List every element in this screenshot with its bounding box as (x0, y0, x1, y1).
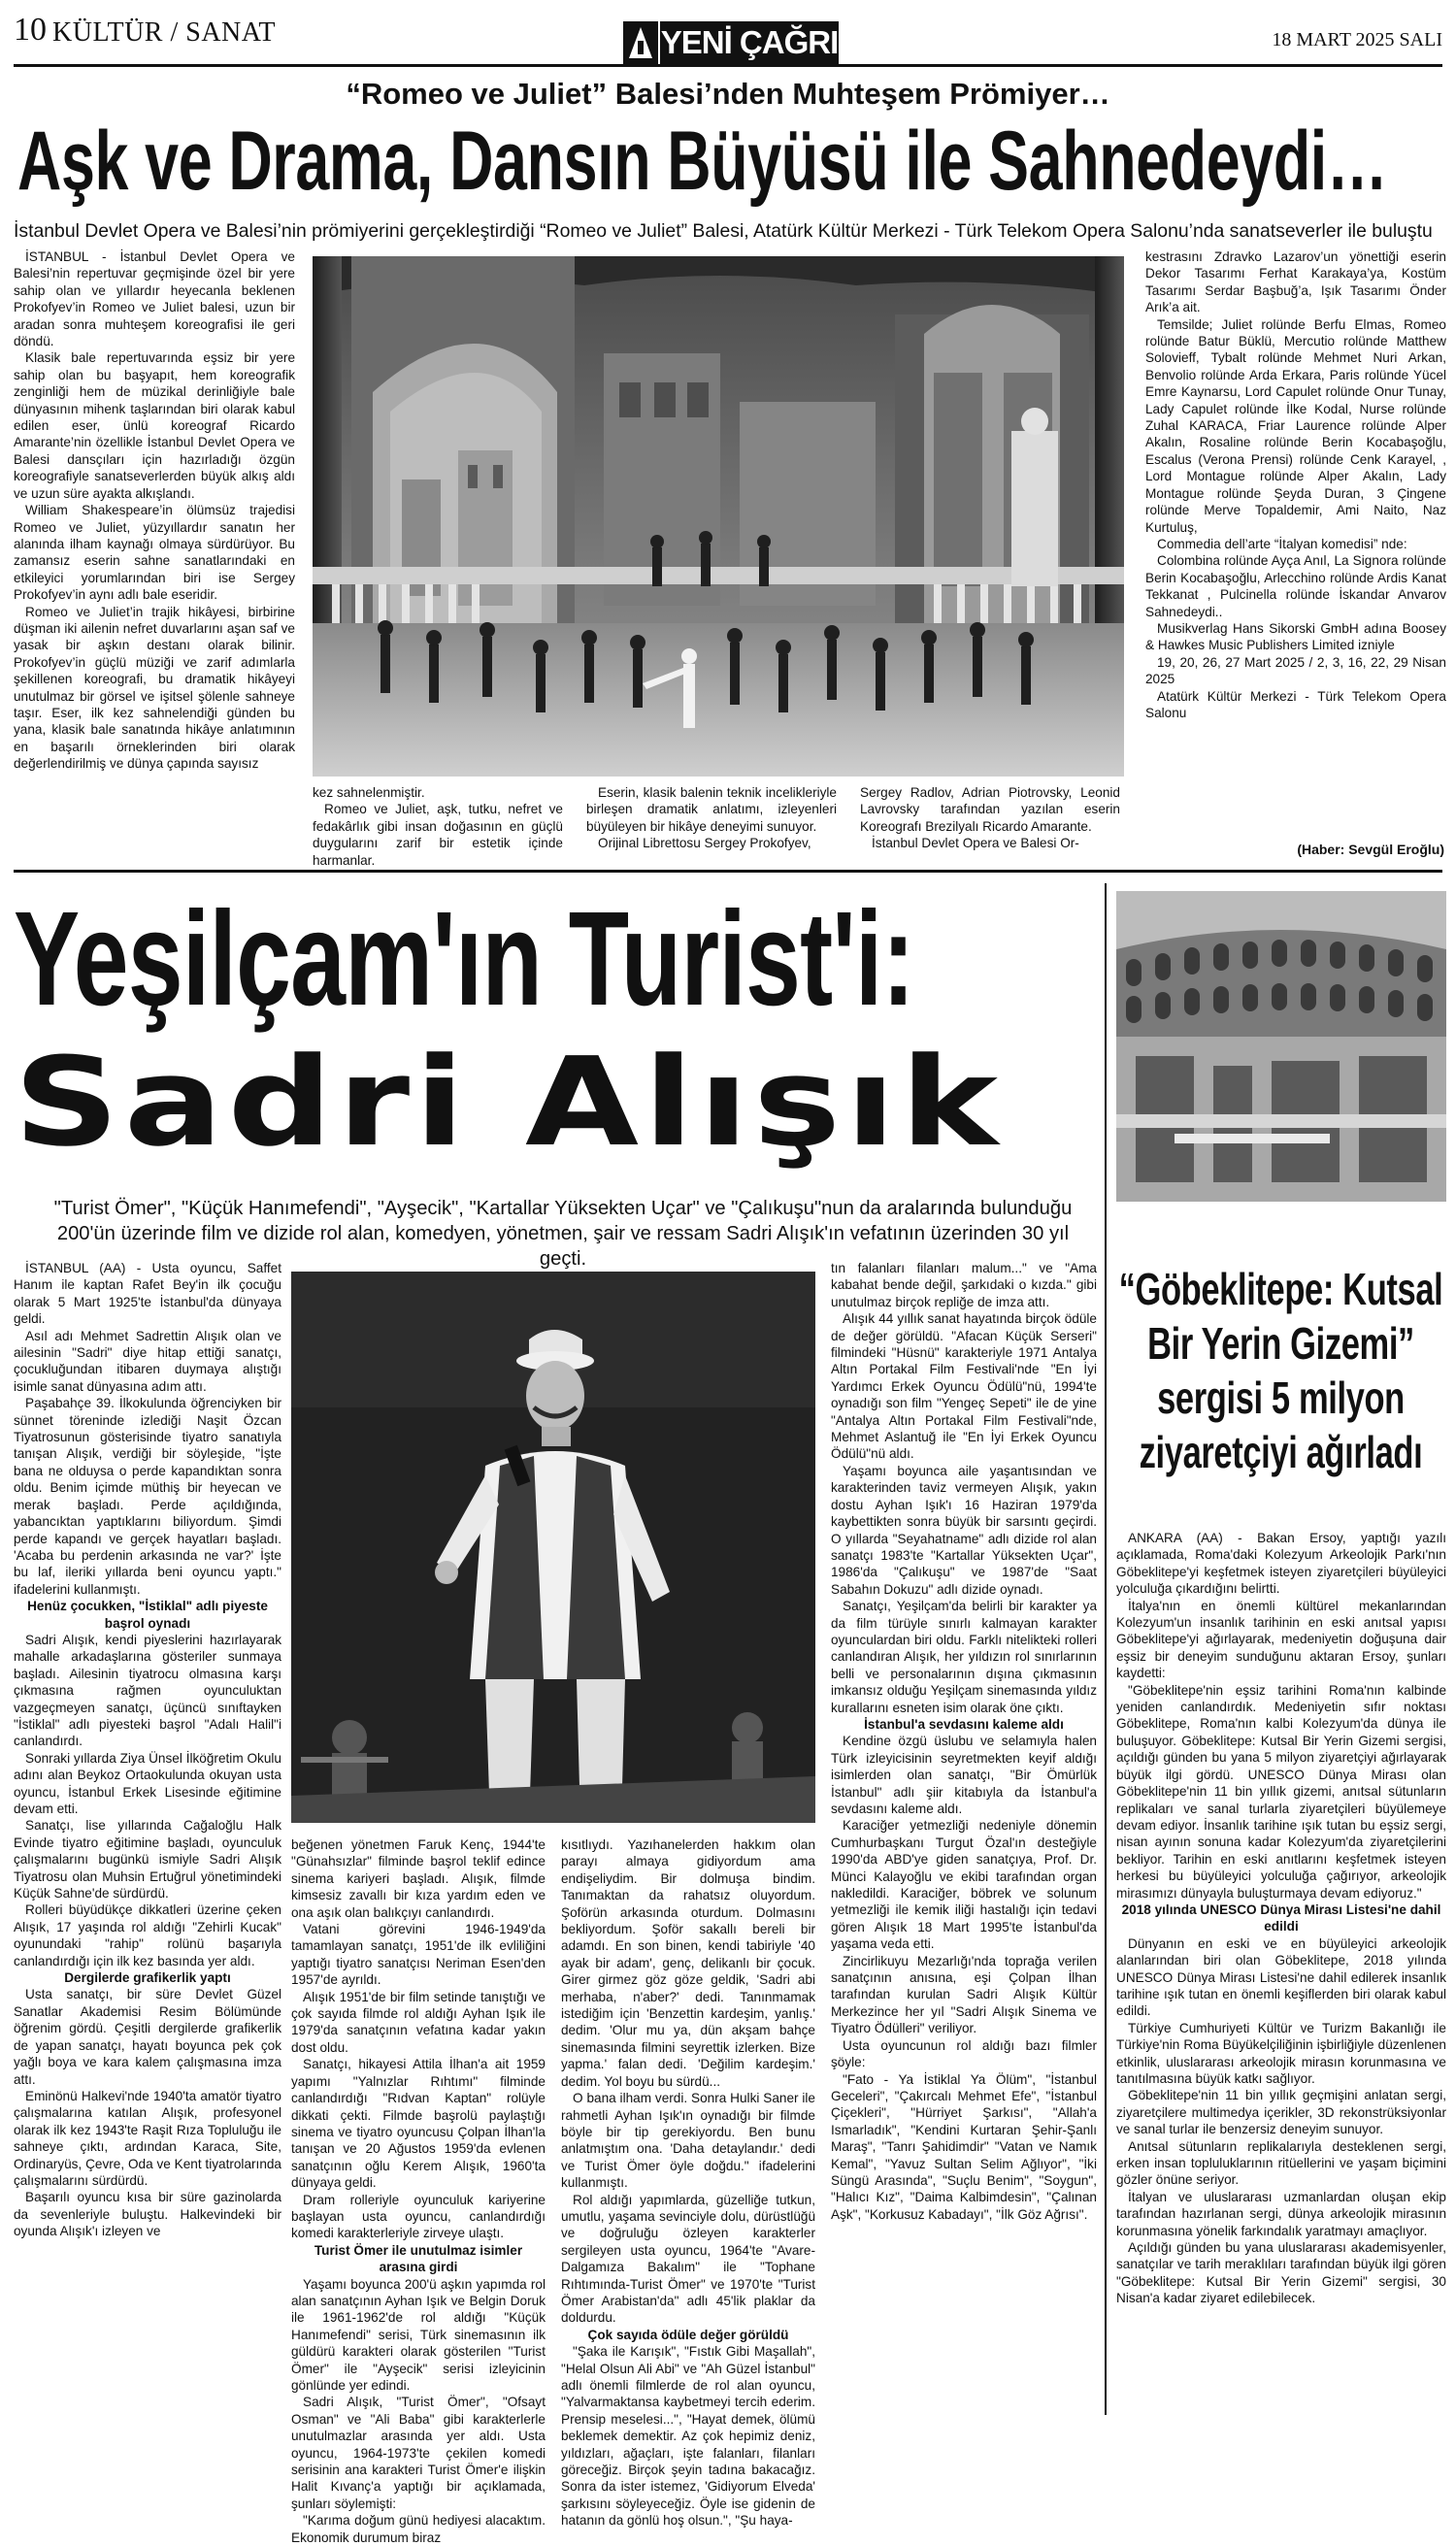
body-paragraph: kısıtlıydı. Yazıhanelerden hakkım olan parayı almaya gidiyordum ama endişeliydim. Bir dolmuşa bindim. Tanımaktan da rahatsız oluyordum. Şoförün arkasında oturdum. Dolmasını bekliyordum. Şoför sakallı bereli bir adamdı. En son binen, kendi tabiriyle '40 ayak bir adam', genç, delikanlı bir çocuk. Girer girmez göz göze geldik, 'Sadri abi merhaba, n'aber?' dedi. Tanınmamak istediğim için 'Benzettin kardeşim, yanlış.' dedim. 'Olur mu ya, dün akşam bahçe sinemasında filmini seyrettik izlerken. Bize yapma.' falan dedi. 'Değilim kardeşim.' dedim. Yol boyu bu sürdü... (561, 1837, 815, 2089)
body-paragraph: Sanatçı, Yeşilçam'da belirli bir karakter ya da film türüyle sınırlı kalmayan karakter oyunculardan biri oldu. Farklı nitelikteki rolleri canlandıran Alışık, her yıldızın rol sınırlarının belli ve personalarının dışına çıkmasının imkansız olduğu Yeşilçam sinemasında yıldız kurallarını esneten isim olarak öne çıktı. (831, 1599, 1097, 1715)
article2-col4 (831, 1260, 1097, 2415)
body-paragraph: Sonraki yıllarda Ziya Ünsel İlköğretim Okulu adını alan Beykoz Ortaokulunda okuyan usta oyuncu, İstanbul Erkek Lisesinde eğitimine devam etti. (14, 1750, 281, 1816)
sadri-alisik-photo (291, 1272, 815, 1823)
body-paragraph: ANKARA (AA) - Bakan Ersoy, yaptığı yazılı açıklamada, Roma'daki Kolezyum Arkeolojik Parkı'nın Göbeklitepe'yi keşfetmek isteyen ziyaretçileri büyüleyici yolculuğa çıkardığını belirtti. (1116, 1531, 1446, 1597)
body-paragraph: tın falanları filanları malum..." ve "Ama kabahat bende değil, şarkıdaki o kızda." gibi unutulmaz birçok repliğe de imza attı. (831, 1261, 1097, 1309)
body-paragraph: Atatürk Kültür Merkezi - Türk Telekom Opera Salonu (1145, 688, 1446, 720)
body-paragraph: Kendine özgü üslubu ve selamıyla halen Türk izleyicisinin seyretmekten keyif aldığı isimlerden olan sanatçı, "Bir Ömürlük İstanbul" adlı şiir kitabıyla da İstanbul'a sevdasını kaleme aldı. (831, 1734, 1097, 1816)
body-paragraph: İtalya'nın en önemli kültürel mekanlarından Kolezyum'un insanlık tarihinin en eski anıtsal yapısı Göbeklitepe'yi ağırlayarak, medeniyetin doğuşuna dair eşsiz bir deneyim sunduğunu aktaran Ersoy, şunları kaydetti: (1116, 1598, 1446, 1681)
subheading: 2018 yılında UNESCO Dünya Mirası Listesi'ne dahil edildi (1121, 1901, 1441, 1934)
body-paragraph: Usta sanatçı, bir süre Devlet Güzel Sanatlar Akademisi Resim Bölümünde öğrenim gördü. Çeşitli dergilerde grafikerlik de yapan sanatçı, hayatı boyunca pek çok yağlı boya ve kara kalem çalışmasına imza attı. (14, 1987, 281, 2087)
body-paragraph: Sadri Alışık, kendi piyeslerini hazırlayarak mahalle arkadaşlarına gösteriler sunmaya başladı. Ailesinin tiyatrocu olmasına karşı çıkmasına rağmen oyunculuktan vazgeçmeyen sanatçı, üçüncü sınıftayken "İstiklal" adlı piyesteki başrol "Adalı Halil"i canlandırdı. (14, 1632, 281, 1749)
article1-col1 (14, 248, 295, 860)
article2-headline-line1-text: Yeşilçam'ın Turist'i: (14, 884, 914, 1034)
body-paragraph: Temsilde; Juliet rolünde Berfu Elmas, Romeo rolünde Batur Büklü, Mercutio rolünde Matthew Solovieff, Tybalt rolünde Mehmet Nuri Arkan, Benvolio rolünde Arda Erkara, Paris rolünde Yücel Emre Kaynarsu, Lord Capulet rolünde Onur Tunay, Lady Capulet rolünde İlke Kodal, Nurse rolünde Zuhal KARACA, Friar Laurence rolünde Alper Akalın, Rosaline rolünde Berin Kocabaşoğlu, Escalus (Verona Prensi) rolünde Cenk Karayel, , Lord Montague rolünde Alper Akalın, Lady Montague rolünde Şeyda Duran, 3 Çingene rolünde Merve Topaldemir, Ami Naito, Naz Kurtuluş, (1145, 316, 1446, 535)
body-paragraph: Anıtsal sütunların replikalarıyla desteklenen sergi, erken insan topluluklarının ritüellerini ve yaşam biçimini gözler önüne seriyor. (1116, 2138, 1446, 2188)
body-paragraph: kez sahnelenmiştir. (313, 785, 425, 800)
newspaper-logo (623, 21, 839, 64)
body-paragraph: William Shakespeare’in ölümsüz trajedisi Romeo ve Juliet, yüzyıllardır sanatın her alanında ilham kaynağı olmaya sürdürüyor. Bu zamansız eserin sahne sanatlarındaki en etkileyici yorumlarından biri ise Sergey Prokofyev’in aynı adlı bale eseridir. (14, 503, 295, 603)
article2-headline-line1 (14, 884, 1097, 1034)
body-paragraph: Vatani görevini 1946-1949'da tamamlayan sanatçı, 1951'de ilk evliliğini yaptığı tiyatro sanatçısı Neriman Esen'den 1957'de ayrıldı. (291, 1922, 546, 1988)
article3-headline (1116, 1262, 1446, 1514)
page-number: 10 (14, 12, 47, 48)
body-paragraph: Yaşamı boyunca aile yaşantısından ve karakterinden taviz vermeyen Alışık, yakın dostu Ayhan Işık'ı 16 Haziran 1979'da kaybettikten sonra büyük bir sarsıntı geçirdi. O yıllarda "Seyahatname" adlı dizide rol alan sanatçı 1983'te "Kartallar Yüksekten Uçar", 1986'da "Çalıkuşu" ve 1987'de "Saat Sabahın Dokuzu" adlı dizide oynadı. (831, 1463, 1097, 1597)
body-paragraph: kestrasını Zdravko Lazarov’un yönettiği eserin Dekor Tasarımı Ferhat Karakaya’ya, Kostüm Tasarımı Serdar Başbuğ’a, Işık Tasarımı Önder Arık’a ait. (1145, 249, 1446, 315)
body-paragraph: Zincirlikuyu Mezarlığı'nda toprağa verilen sanatçının anısına, eşi Çolpan İlhan tarafından kurulan Sadri Alışık Kültür Merkezince her yıl "Sadri Alışık Sinema ve Tiyatro Ödülleri" veriliyor. (831, 1953, 1097, 2036)
body-paragraph: Romeo ve Juliet’in trajik hikâyesi, birbirine düşman iki ailenin nefret duvarlarını aşan saf ve yasak bir aşkın destanı olarak bilinir. Prokofyev’in güçlü müziği ve zarif adımlarla şekillenen koreografi, bu dramatik hikâyeyi unutulmaz bir görsel ve işitsel şölenle sahneye taşır. Eser, ilk kez sahnelendiği günden bu yana, klasik bale sanatında hikâye anlatımının en başarılı örneklerinden biri olarak değerlendirilmiş ve dünya çapında sayısız (14, 604, 295, 772)
body-paragraph: Karaciğer yetmezliği nedeniyle dönemin Cumhurbaşkanı Turgut Özal'ın desteğiyle 1990'da ABD'ye giden sanatçıya, Prof. Dr. Münci Kalayoğlu ve ekibi tarafından organ nakledildi. Karaciğer, böbrek ve solunum yetmezliği ile kemik iliği hastalığı için tedavi gören Alışık 18 Mart 1995'te İstanbul'da yaşama veda etti. (831, 1818, 1097, 1952)
article3-headline-text: “Göbeklitepe: Kutsal Bir Yerin Gizemi” sergisi 5 milyon ziyaretçiyi ağırladı (1118, 1264, 1443, 1477)
article1-col5 (1145, 248, 1446, 848)
body-paragraph: Rolleri büyüdükçe dikkatleri üzerine çeken Alışık, 17 yaşında rol aldığı "Zehirli Kucak" oyunundaki "rahip" rolünü başarıyla canlandırdığı için ilk kez basında yer aldı. (14, 1902, 281, 1968)
header-rule (14, 64, 1442, 67)
article2-col2 (291, 1836, 546, 2545)
article2-col3 (561, 1836, 815, 2529)
section-title: KÜLTÜR / SANAT (52, 17, 276, 48)
body-paragraph: Romeo ve Juliet, aşk, tutku, nefret ve fedakârlık gibi insan doğasının en güçlü duygularını zarif bir estetik içinde harmanlar. (313, 802, 563, 868)
body-paragraph: "Göbeklitepe'nin eşsiz tarihini Roma'nın kalbinde yeniden canlandırdık. Medeniyetin sıfır noktası Göbeklitepe, Roma'nın kalbi Kolezyum'da dünya ile buluşuyor. Göbeklitepe: Kutsal Bir Yerin Gizemi sergisi, açıldığı günden bu yana 5 milyon ziyaretçiyi ağırlayarak büyük ilgi gördü. UNESCO Dünya Mirası olan Göbeklitepe'nin 11 bin yıllık gizemi, anıtsal sütunların replikaları ve sanal turlarla ziyaretçileri büyülemeye devam ediyor. İnsanlık tarihine ışık tutan bu eşsiz sergi, nisan ayının sonuna kadar Kolezyum'da ziyaretçilerini bekliyor. Tarihin en eski anıtlarını keşfetmek isteyen herkesi bu büyüleyici yolculuğa çağırıyor, arkeolojik mirasımızı dünyayla buluşturmaya devam ediyoruz." (1116, 1682, 1446, 1901)
article2-deck: "Turist Ömer", "Küçük Hanımefendi", "Ayşecik", "Kartallar Yüksekten Uçar" ve "Çalıkuşu"nun da aralarında bulunduğu 200'ün üzerinde film ve dizide rol alan, komedyen, yönetmen, şair ve ressam Sadri Alışık'ın vefatının üzerinden 30 yıl geçti. (53, 1198, 1073, 1270)
body-paragraph: Colombina rolünde Ayça Anıl, La Signora rolünde Berin Kocabaşoğlu, Arlecchino rolünde Ardis Kanat Tekkanat , Pulcinella rolünde İskandar Anvarov Sahnedeydi.. (1145, 553, 1446, 619)
body-paragraph: İSTANBUL - İstanbul Devlet Opera ve Balesi’nin repertuvar geçmişinde özel bir yere sahip olan ve yıllardır heyecanla beklenen Prokofyev’in Romeo ve Juliet balesi, uzun bir aradan sonra muhteşem koreografisi ile geri döndü. (14, 249, 295, 349)
body-paragraph: "Şaka ile Karışık", "Fıstık Gibi Maşallah", "Helal Olsun Ali Abi" ve "Ah Güzel İstanbul" adlı önemli filmlerde de rol alan oyuncu, "Yalvarmaktansa kaybetmeyi tercih ederim. Prensip meselesi...", "Hayat demek, ölümü beklemek demektir. Az çok hepimiz deniz, yıldızları, ağaçları, işte falanları, filanları göreceğiz. Birçok şeyin tadına bakacağız. Sonra da ister istemez, 'Gidiyorum Elveda' şarkısını söyleyeceğiz. Öyle ise gidenin de hatanın da gönlü hoş olsun.", "Şu haya- (561, 2344, 815, 2529)
body-paragraph: Başarılı oyuncu kısa bir süre gazinolarda da sevenleriyle buluştu. Halkevindeki bir oyunda Alışık'ı izleyen ve (14, 2190, 281, 2239)
body-paragraph: Usta oyuncunun rol aldığı bazı filmler şöyle: (831, 2037, 1097, 2070)
ballet-stage-photo (313, 256, 1124, 777)
body-paragraph: 19, 20, 26, 27 Mart 2025 / 2, 3, 16, 22, 29 Nisan 2025 (1145, 654, 1446, 687)
sidebar-divider (1105, 883, 1107, 2415)
subheading: Turist Ömer ile unutulmaz isimler arasına girdi (314, 2242, 523, 2275)
body-paragraph: Asıl adı Mehmet Sadrettin Alışık olan ve ailesinin "Sadri" diye hitap ettiği sanatçı, çocukluğundan itibaren duymaya alıştığı isimle sanat dünyasına adım attı. (14, 1328, 281, 1394)
body-paragraph: "Karıma doğum günü hediyesi alacaktım. Ekonomik durumum biraz (291, 2513, 546, 2545)
body-paragraph: Sanatçı, hikayesi Attila İlhan'a ait 1959 yapımı "Yalnızlar Rıhtımı" filminde canlandırdığı "Rıdvan Kaptan" rolüyle dikkati çekti. Filmde başrolü paylaştığı sinema ve tiyatro oyuncusu Çolpan İlhan'la tanışan ve 20 Ağustos 1959'da evlenen sanatçının oğlu Kerem Alışık, 1960'ta dünyaya geldi. (291, 2057, 546, 2191)
body-paragraph: Türkiye Cumhuriyeti Kültür ve Turizm Bakanlığı ile Türkiye'nin Roma Büyükelçiliğinin işbirliğiyle düzenlenen etkinlik, uluslararası arkeolojik mirasın korunmasına ve tanıtılmasına büyük katkı sağlıyor. (1116, 2020, 1446, 2086)
colosseum-photo (1116, 891, 1446, 1202)
article1-headline (17, 116, 1444, 210)
body-paragraph: Sadri Alışık, "Turist Ömer", "Ofsayt Osman" ve "Ali Baba" gibi karakterlerle unutulmazlar arasında yer aldı. Usta oyuncu, 1964-1973'te çekilen komedi serisinin ana karakteri Turist Ömer'e ilişkin Halit Kıvanç'a yaptığı bir açıklamada, şunları söylemişti: (291, 2395, 546, 2511)
article1-col2 (313, 784, 563, 868)
article1-kicker: “Romeo ve Juliet” Balesi’nden Muhteşem Prömiyer… (346, 77, 1110, 111)
body-paragraph: Musikverlag Hans Sikorski GmbH adına Boosey & Hawkes Music Publishers Limited izniyle (1145, 620, 1446, 653)
body-paragraph: Alışık 44 yıllık sanat hayatında birçok ödüle de değer görüldü. "Afacan Küçük Serseri" filmindeki "Hüsnü" karakteriyle 1971 Antalya Altın Portakal Film Festivali'nde "En İyi Yardımcı Erkek Oyuncu Ödülü"nü, 1994'te oynadığı son film "Yengeç Sepeti" ile de yine "Antalya Altın Portakal Film Festivali"nde, Mehmet Aslantuğ ile "En İyi Erkek Oyuncu Ödülü"nü aldı. (831, 1311, 1097, 1462)
body-paragraph: Yaşamı boyunca 200'ü aşkın yapımda rol alan sanatçının Ayhan Işık ve Belgin Doruk ile 1961-1962'de rol aldığı "Küçük Hanımefendi" serisi, Türk sinemasının ilk güldürü karakteri olarak gösterilen "Turist Ömer" ile "Ayşecik" serisi izleyicinin gönlünde yer edindi. (291, 2276, 546, 2393)
subheading: Çok sayıda ödüle değer görüldü (587, 2327, 789, 2342)
subheading: Henüz çocukken, "İstiklal" adlı piyeste başrol oynadı (27, 1599, 268, 1631)
body-paragraph: Klasik bale repertuvarında eşsiz bir yere sahip olan bu başyapıt, hem koreografik zenginliği hem de müzikal derinliğiyle bale dünyasının mihenk taşlarından biri olarak kabul edilen eser, ünlü koreograf Ricardo Amarante’nin özellikle İstanbul Devlet Opera ve Balesi dansçıları için hazırladığı özgün koreografiyle sanatseverlerden büyük alkış aldı ve uzun süre ayakta alkışlandı. (14, 350, 295, 501)
logo-emblem-icon (623, 21, 658, 64)
body-paragraph: Sanatçı, lise yıllarında Cağaloğlu Halk Evinde tiyatro eğitimine başladı, oyunculuk çalışmalarını bugünkü ismiyle Sadri Alışık Tiyatrosu olan Muhsin Ertuğrul yönetimindeki Küçük Sahne'de sürdürdü. (14, 1818, 281, 1901)
body-paragraph: Rol aldığı yapımlarda, güzelliğe tutkun, umutlu, yaşama sevinciyle dolu, dürüstlüğü ve doğruluğu özleyen karakterler sergileyen usta oyuncu, 1964'te "Avare-Dalgamıza Bakalım" ile "Tophane Rıhtımında-Turist Ömer" ve 1970'te "Turist Ömer Arabistan'da" adlı 45'lik plaklar da doldurdu. (561, 2192, 815, 2326)
body-paragraph: beğenen yönetmen Faruk Kenç, 1944'te "Günahsızlar" filminde başrol teklif edince sinema kariyeri başladı. Alışık, filmde kimsesiz zavallı bir kıza yardım eden ve ona aşık olan balıkçıyı canlandırdı. (291, 1837, 546, 1920)
body-paragraph: "Fato - Ya İstiklal Ya Ölüm", "İstanbul Geceleri", "Çakırcalı Mehmet Efe", "İstanbul Çiçekleri", "Hürriyet Şarkısı", "Allah'a Ismarladık", "Kendini Kurtaran Şehir-Şanlı Maraş", "Tanrı Şahidimdir" "Vatan ve Namık Kemal", "Yavuz Sultan Selim Ağlıyor", "İki Süngü Arasında", "Suçlu Benim", "Soygun", "Halıcı Kız", "Daima Kalbimdesin", "Çalınan Aşk", "Korkusuz Kabadayı", "İlk Göz Ağrısı". (831, 2071, 1097, 2222)
body-paragraph: İtalyan ve uluslararası uzmanlardan oluşan ekip tarafından hazırlanan sergi, dünya arkeolojik mirasının korunmasına yönelik farkındalık yaratmayı amaçlıyor. (1116, 2189, 1446, 2238)
body-paragraph: O bana ilham verdi. Sonra Hulki Saner ile rahmetli Ayhan Işık'ın oynadığı bir filmde böyle bir tip gerekiyordu. Ben bunu anlatmıştım ona. 'Daha detaylandır.' dedi ve Turist Ömer öyle doğdu." ifadelerini kullanmıştı. (561, 2091, 815, 2191)
article1-headline-text: Aşk ve Drama, Dansın Büyüsü ile Sahnedeydi… (17, 115, 1388, 208)
logo-text: YENİ ÇAĞRI (660, 21, 839, 64)
body-paragraph: Açıldığı günden bu yana uluslararası akademisyenler, sanatçılar ve tarih meraklıları tarafından büyük ilgi gören "Göbeklitepe: Kutsal Bir Yerin Gizemi" sergisi, 30 Nisan'a kadar ziyaret edilebilecek. (1116, 2240, 1446, 2306)
subheading: Dergilerde grafikerlik yaptı (64, 1970, 231, 1986)
article1-col4 (860, 784, 1120, 860)
subheading: İstanbul'a sevdasını kaleme aldı (864, 1716, 1064, 1732)
body-paragraph: Göbeklitepe'nin 11 bin yıllık geçmişini anlatan sergi, ziyaretçilere multimedya içerikler, 3D rekonstrüksiyonlar ve sanal turlar ile benzersiz deneyim sunuyor. (1116, 2088, 1446, 2137)
body-paragraph: Paşabahçe 39. İlkokulunda öğrenciyken bir sünnet töreninde izlediği Naşit Özcan Tiyatrosunun gösterisinde tiyatro sanatıyla tanışan Alışık, verdiği bir söyleşide, "İşte bana ne olduysa o perde kapandıktan sonra oldu. Benim içimde müthiş bir heyecan ve merak başladı. Perde açıldığında, yabancıktan yaptıklarını biliyordum. Şimdi perde kapandı ve gerçek hayatları başladı. 'Acaba bu perdenin arkasında ne var?' İşte bu laf, ileriki yıllarda beni oyuncu yaptı." ifadelerini kullanmıştı. (14, 1396, 281, 1597)
article2-col1 (14, 1260, 281, 2415)
body-paragraph: Dram rolleriyle oyunculuk kariyerine başlayan usta oyuncu, canlandırdığı komedi karakterleriyle zirveye ulaştı. (291, 2192, 546, 2241)
body-paragraph: Commedia dell’arte “İtalyan komedisi” nde: (1157, 536, 1407, 551)
body-paragraph: Eminönü Halkevi'nde 1940'ta amatör tiyatro çalışmalarına katılan Alışık, profesyonel olarak ilk kez 1943'te Raşit Rıza Topluluğu ile sahneye çıktı, ardından Karaca, Site, Ordinaryüs, Çevre, Oda ve Kent tiyatrolarında çalışmalarını sürdürdü. (14, 2088, 281, 2188)
article2-headline-line2-text: Sadri Alışık (14, 1031, 1003, 1174)
issue-date: 18 MART 2025 SALI (1272, 29, 1442, 50)
section-rule (14, 870, 1442, 873)
article1-col3 (586, 784, 837, 860)
body-paragraph: Eserin, klasik balenin teknik incelikleriyle birleşen dramatik anlatımı, izleyenleri büyüleyen bir hikâye deneyimi sunuyor. (586, 785, 837, 834)
body-paragraph: Orijinal Librettosu Sergey Prokofyev, (598, 836, 811, 851)
body-paragraph: İSTANBUL (AA) - Usta oyuncu, Saffet Hanım ile kaptan Rafet Bey'in ilk çocuğu olarak 5 Mart 1925'te İstanbul'da dünyaya geldi. (14, 1261, 281, 1327)
article3-body (1116, 1530, 1446, 2415)
body-paragraph: Dünyanın en eski ve en büyüleyici arkeolojik alanlarından biri olan Göbeklitepe, 2018 yılında UNESCO Dünya Mirası Listesi'ne dahil edilerek insanlık tarihine ışık tutan en önemli keşiflerden biri olarak kabul edildi. (1116, 1935, 1446, 2019)
article1-byline: (Haber: Sevgül Eroğlu) (1297, 842, 1444, 857)
body-paragraph: Alışık 1951'de bir film setinde tanıştığı ve çok sayıda filmde rol aldığı Ayhan Işık ile 1979'da sanatçının vefatına kadar yakın dost oldu. (291, 1989, 546, 2055)
body-paragraph: İstanbul Devlet Opera ve Balesi Or- (872, 836, 1079, 851)
article1-deck: İstanbul Devlet Opera ve Balesi’nin prömiyerini gerçekleştirdiği “Romeo ve Juliet” Balesi, Atatürk Kültür Merkezi - Türk Telekom Opera Salonu’nda sanatseverler ile buluştu (14, 220, 1433, 242)
article2-headline-line2 (14, 1031, 1097, 1176)
body-paragraph: Sergey Radlov, Adrian Piotrovsky, Leonid Lavrovsky tarafından yazılan eserin Koreografı Brezilyalı Ricardo Amarante. (860, 785, 1120, 834)
